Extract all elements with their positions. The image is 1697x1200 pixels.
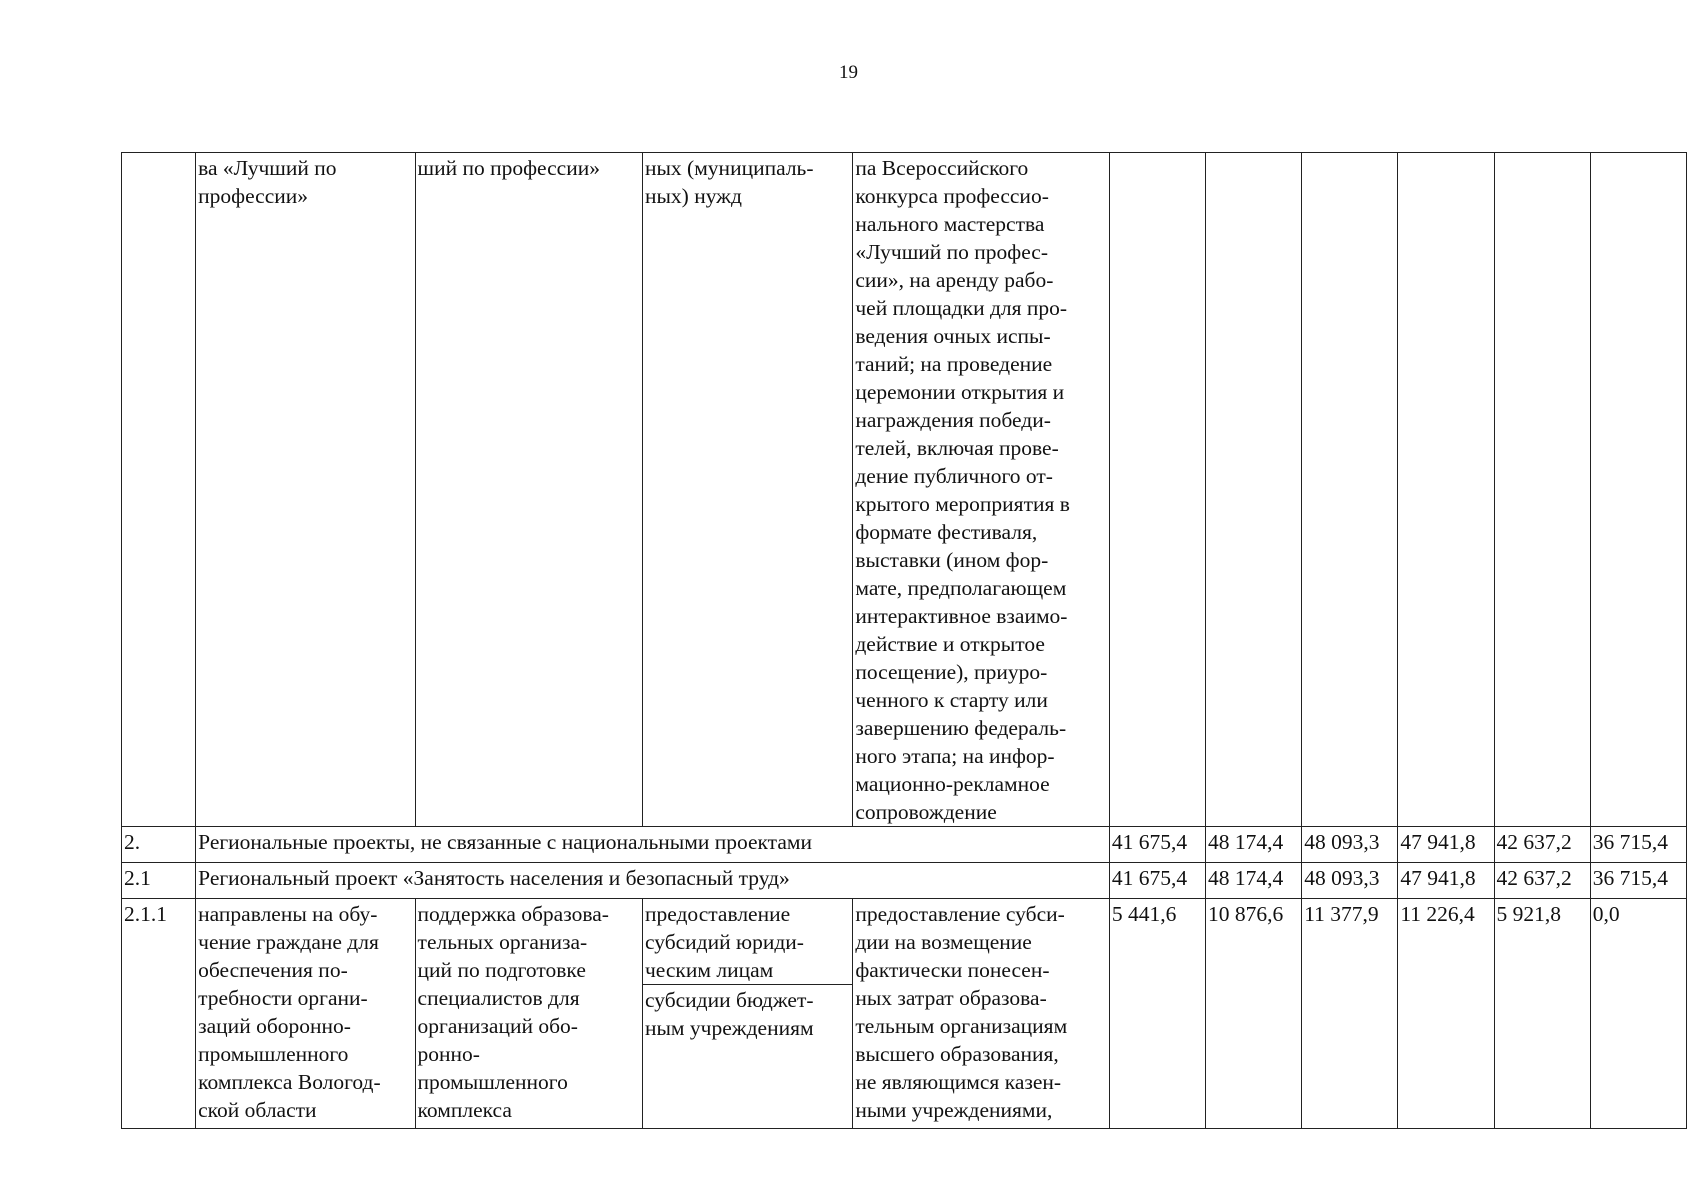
cell-result: ший по профессии» (415, 153, 642, 827)
value-cell: 10 876,6 (1206, 899, 1302, 1129)
subsidy-legal-entities: предоставление субсидий юриди- ческим лицам (643, 899, 852, 985)
value-cell: 48 174,4 (1206, 863, 1302, 899)
value-cell: 0,0 (1590, 899, 1686, 1129)
page-number: 19 (839, 62, 858, 83)
row-title: Региональный проект «Занятость населения и безопасный труд» (196, 863, 1110, 899)
row-title: Региональные проекты, не связанные с национальными проектами (196, 827, 1110, 863)
cell-type: ных (муниципаль- ных) нужд (642, 153, 852, 827)
value-cell: 41 675,4 (1109, 827, 1205, 863)
cell-value (1302, 153, 1398, 827)
value-cell: 36 715,4 (1590, 863, 1686, 899)
value-cell: 42 637,2 (1494, 827, 1590, 863)
value-cell: 47 941,8 (1398, 863, 1494, 899)
continuation-row (122, 153, 1687, 827)
value-cell: 11 377,9 (1302, 899, 1398, 1129)
cell-value (1206, 153, 1302, 827)
value-cell: 36 715,4 (1590, 827, 1686, 863)
value-cell: 42 637,2 (1494, 863, 1590, 899)
cell-event-name: направлены на обу- чение граждане для обеспечения по- требности органи- заций оборонно- промышленного комплекса Вологод- ской области (196, 899, 415, 1129)
cell-description: предоставление субси- дии на возмещение фактически понесен- ных затрат образова- тельным организациям высшего образования, не являющимся казен- ными учреждениями, (853, 899, 1109, 1129)
cell-event-name: ва «Лучший по профессии» (196, 153, 415, 827)
value-cell: 48 174,4 (1206, 827, 1302, 863)
table-row (122, 827, 1687, 863)
budget-table (121, 152, 1687, 1129)
cell-result: поддержка образова- тельных организа- ций по подготовке специалистов для организаций обо- ронно- промышленного комплекса (415, 899, 642, 1129)
cell-value (1494, 153, 1590, 827)
value-cell: 48 093,3 (1302, 863, 1398, 899)
table-row (122, 863, 1687, 899)
cell-type-split (642, 899, 852, 1129)
table-row (122, 899, 1687, 1129)
value-cell: 47 941,8 (1398, 827, 1494, 863)
value-cell: 5 441,6 (1109, 899, 1205, 1129)
value-cell: 48 093,3 (1302, 827, 1398, 863)
cell-number (122, 153, 196, 827)
cell-value (1398, 153, 1494, 827)
row-number: 2.1.1 (122, 899, 196, 1129)
subsidy-budget-institutions: субсидии бюджет- ным учреждениям (644, 988, 814, 1040)
value-cell: 41 675,4 (1109, 863, 1205, 899)
cell-value (1109, 153, 1205, 827)
cell-description: па Всероссийского конкурса профессио- нального мастерства «Лучший по профес- сии», на аренду рабо- чей площадки для про- ведения очных испы- таний; на проведение церемонии открытия и награждения победи- телей, включая прове- дение публичного от- крытого мероприятия в формате фестиваля, выставки (ином фор- мате, предполагающем интерактивное взаимо- действие и открытое посещение), приуро- ченного к старту или завершению федераль- ного этапа; на инфор- мационно-рекламное сопровождение (853, 153, 1109, 827)
row-number: 2. (122, 827, 196, 863)
value-cell: 5 921,8 (1494, 899, 1590, 1129)
cell-value (1590, 153, 1686, 827)
value-cell: 11 226,4 (1398, 899, 1494, 1129)
row-number: 2.1 (122, 863, 196, 899)
